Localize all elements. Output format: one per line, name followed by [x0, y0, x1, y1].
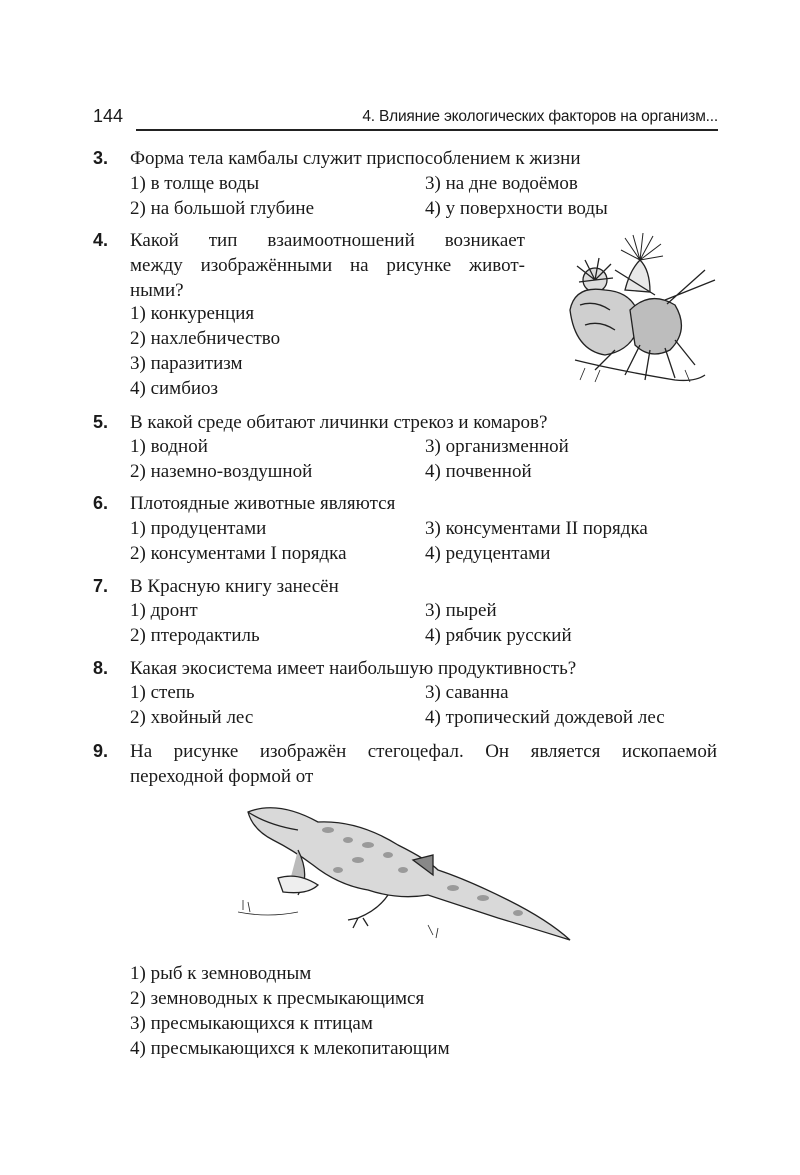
question-text: В Красную книгу занесён [130, 576, 339, 597]
answer-option: 2) хвойный лес [130, 707, 254, 728]
answer-option: 1) водной [130, 436, 208, 457]
question-number: 6. [93, 493, 109, 513]
header-rule [136, 129, 718, 131]
answer-option: 4) симбиоз [130, 378, 219, 399]
question-number: 8. [93, 658, 109, 678]
answer-option: 4) пресмыкающихся к млекопитающим [130, 1038, 450, 1059]
answer-option: 2) нахлебничество [130, 328, 281, 349]
question-text: между изображёнными на рисунке живот- [130, 255, 525, 276]
chapter-title: 4. Влияние экологических факторов на организм... [362, 108, 718, 125]
question-number: 7. [93, 576, 109, 596]
answer-option: 3) на дне водоёмов [425, 173, 578, 194]
page-number: 144 [93, 106, 124, 126]
stegocephalian-illustration [238, 800, 578, 948]
question-text: Какая экосистема имеет наибольшую продуктивность? [130, 658, 577, 679]
question-number: 5. [93, 412, 109, 432]
answer-option: 3) консументами II порядка [425, 518, 648, 539]
answer-option: 3) пырей [425, 600, 497, 621]
question-text: Форма тела камбалы служит приспособлением к жизни [130, 148, 581, 169]
answer-option: 1) степь [130, 682, 195, 703]
answer-option: 4) редуцентами [425, 543, 551, 564]
hermit-crab-anemone-illustration [555, 230, 720, 390]
answer-option: 2) на большой глубине [130, 198, 315, 219]
question-number: 3. [93, 148, 109, 168]
answer-option: 4) почвенной [425, 461, 532, 482]
question-text: На рисунке изображён стегоцефал. Он является ископаемой [130, 741, 717, 762]
answer-option: 4) у поверхности воды [425, 198, 608, 219]
question-text: В какой среде обитают личинки стрекоз и комаров? [130, 412, 548, 433]
answer-option: 2) консументами I порядка [130, 543, 347, 564]
answer-option: 1) продуцентами [130, 518, 267, 539]
answer-option: 2) наземно-воздушной [130, 461, 313, 482]
answer-option: 3) организменной [425, 436, 569, 457]
question-number: 4. [93, 230, 109, 250]
answer-option: 3) саванна [425, 682, 509, 703]
question-text: Плотоядные животные являются [130, 493, 396, 514]
answer-option: 3) паразитизм [130, 353, 243, 374]
question-number: 9. [93, 741, 109, 761]
answer-option: 4) рябчик русский [425, 625, 572, 646]
question-text: Какой тип взаимоотношений возникает [130, 230, 525, 251]
answer-option: 2) земноводных к пресмыкающимся [130, 988, 425, 1009]
answer-option: 1) дронт [130, 600, 198, 621]
answer-option: 4) тропический дождевой лес [425, 707, 665, 728]
answer-option: 1) в толще воды [130, 173, 260, 194]
answer-option: 1) рыб к земноводным [130, 963, 312, 984]
answer-option: 1) конкуренция [130, 303, 255, 324]
answer-option: 3) пресмыкающихся к птицам [130, 1013, 373, 1034]
question-text: ными? [130, 280, 184, 301]
answer-option: 2) птеродактиль [130, 625, 260, 646]
question-text: переходной формой от [130, 766, 314, 787]
